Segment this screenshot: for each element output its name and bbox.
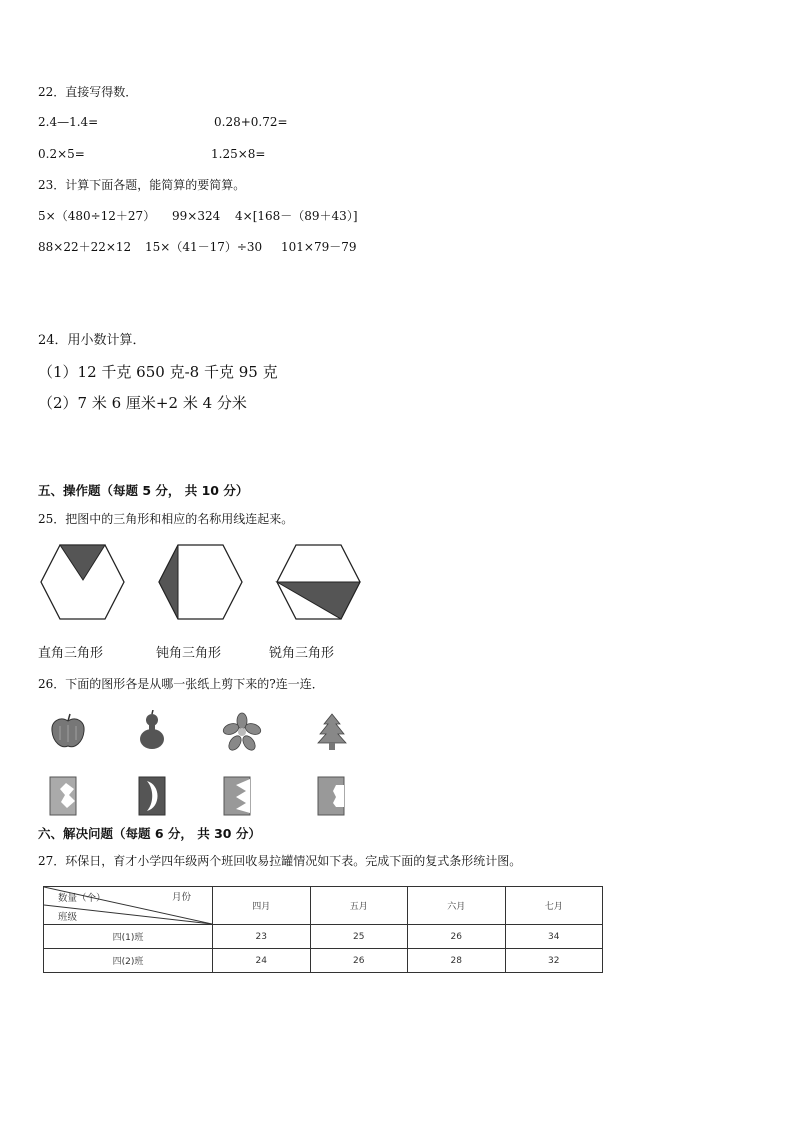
- table-cell: 25: [310, 925, 408, 949]
- table-cell: 26: [408, 925, 506, 949]
- q24-item-2: （2）7 米 6 厘米+2 米 4 分米: [38, 394, 247, 412]
- q22-title: 22．直接写得数．: [38, 85, 138, 99]
- label-obtuse-triangle: 钝角三角形: [156, 646, 222, 661]
- paper-leaf-cut-icon: [48, 775, 78, 817]
- q23-expr-2: 99×324: [172, 209, 221, 223]
- header-month-4: 四月: [213, 887, 311, 925]
- q23-expr-1: 5×（480÷12＋27）: [38, 209, 156, 223]
- table-cell: 34: [505, 925, 603, 949]
- header-month-7: 七月: [505, 887, 603, 925]
- tree-icon: [314, 712, 350, 752]
- q22-item-2: 0.28+0.72=: [214, 115, 288, 129]
- header-month-label: 月份: [172, 892, 192, 903]
- hexagon-right-triangle-figure: [38, 542, 128, 622]
- table-cell: 32: [505, 949, 603, 973]
- table-cell: 24: [213, 949, 311, 973]
- table-row: [44, 949, 603, 973]
- apple-icon: [48, 712, 88, 752]
- q26-title: 26．下面的图形各是从哪一张纸上剪下来的?连一连．: [38, 677, 324, 691]
- row-class-label: 四(1)班: [44, 925, 213, 949]
- paper-zigzag-cut-icon: [222, 775, 252, 817]
- hexagon-acute-triangle-figure: [274, 542, 364, 622]
- label-right-triangle: 直角三角形: [38, 646, 104, 661]
- q23-expr-5: 15×（41－17）÷30: [145, 240, 263, 254]
- table-diagonal-header-cell: [44, 887, 213, 925]
- q23-expr-3: 4×[168－（89＋43）]: [235, 209, 358, 223]
- header-quantity-label: 数量（个）: [58, 893, 106, 904]
- q25-title: 25．把图中的三角形和相应的名称用线连起来。: [38, 512, 294, 526]
- q22-item-1: 2.4—1.4=: [38, 115, 99, 129]
- paper-notch-cut-icon: [316, 775, 346, 817]
- header-month-5: 五月: [310, 887, 408, 925]
- paper-moon-cut-icon: [137, 775, 167, 817]
- q23-title: 23．计算下面各题，能简算的要简算。: [38, 178, 246, 192]
- header-class-label: 班级: [58, 912, 78, 923]
- q24-item-1: （1）12 千克 650 克-8 千克 95 克: [38, 363, 278, 381]
- q23-expr-6: 101×79－79: [281, 240, 357, 254]
- gourd-icon: [134, 710, 170, 752]
- flower-icon: [220, 712, 264, 752]
- table-row: [44, 925, 603, 949]
- recycling-data-table: [43, 886, 603, 973]
- q23-expr-4: 88×22＋22×12: [38, 240, 132, 254]
- hexagon-obtuse-triangle-figure: [156, 542, 246, 622]
- row-class-label: 四(2)班: [44, 949, 213, 973]
- label-acute-triangle: 锐角三角形: [269, 646, 335, 661]
- q24-title: 24．用小数计算．: [38, 333, 146, 348]
- section-6-heading: 六、解决问题（每题 6 分， 共 30 分）: [38, 826, 261, 841]
- header-month-6: 六月: [408, 887, 506, 925]
- q22-item-3: 0.2×5=: [38, 147, 85, 161]
- table-cell: 23: [213, 925, 311, 949]
- q27-title: 27．环保日，育才小学四年级两个班回收易拉罐情况如下表。完成下面的复式条形统计图。: [38, 854, 522, 868]
- q22-item-4: 1.25×8=: [211, 147, 266, 161]
- table-cell: 28: [408, 949, 506, 973]
- table-cell: 26: [310, 949, 408, 973]
- section-5-heading: 五、操作题（每题 5 分， 共 10 分）: [38, 483, 249, 498]
